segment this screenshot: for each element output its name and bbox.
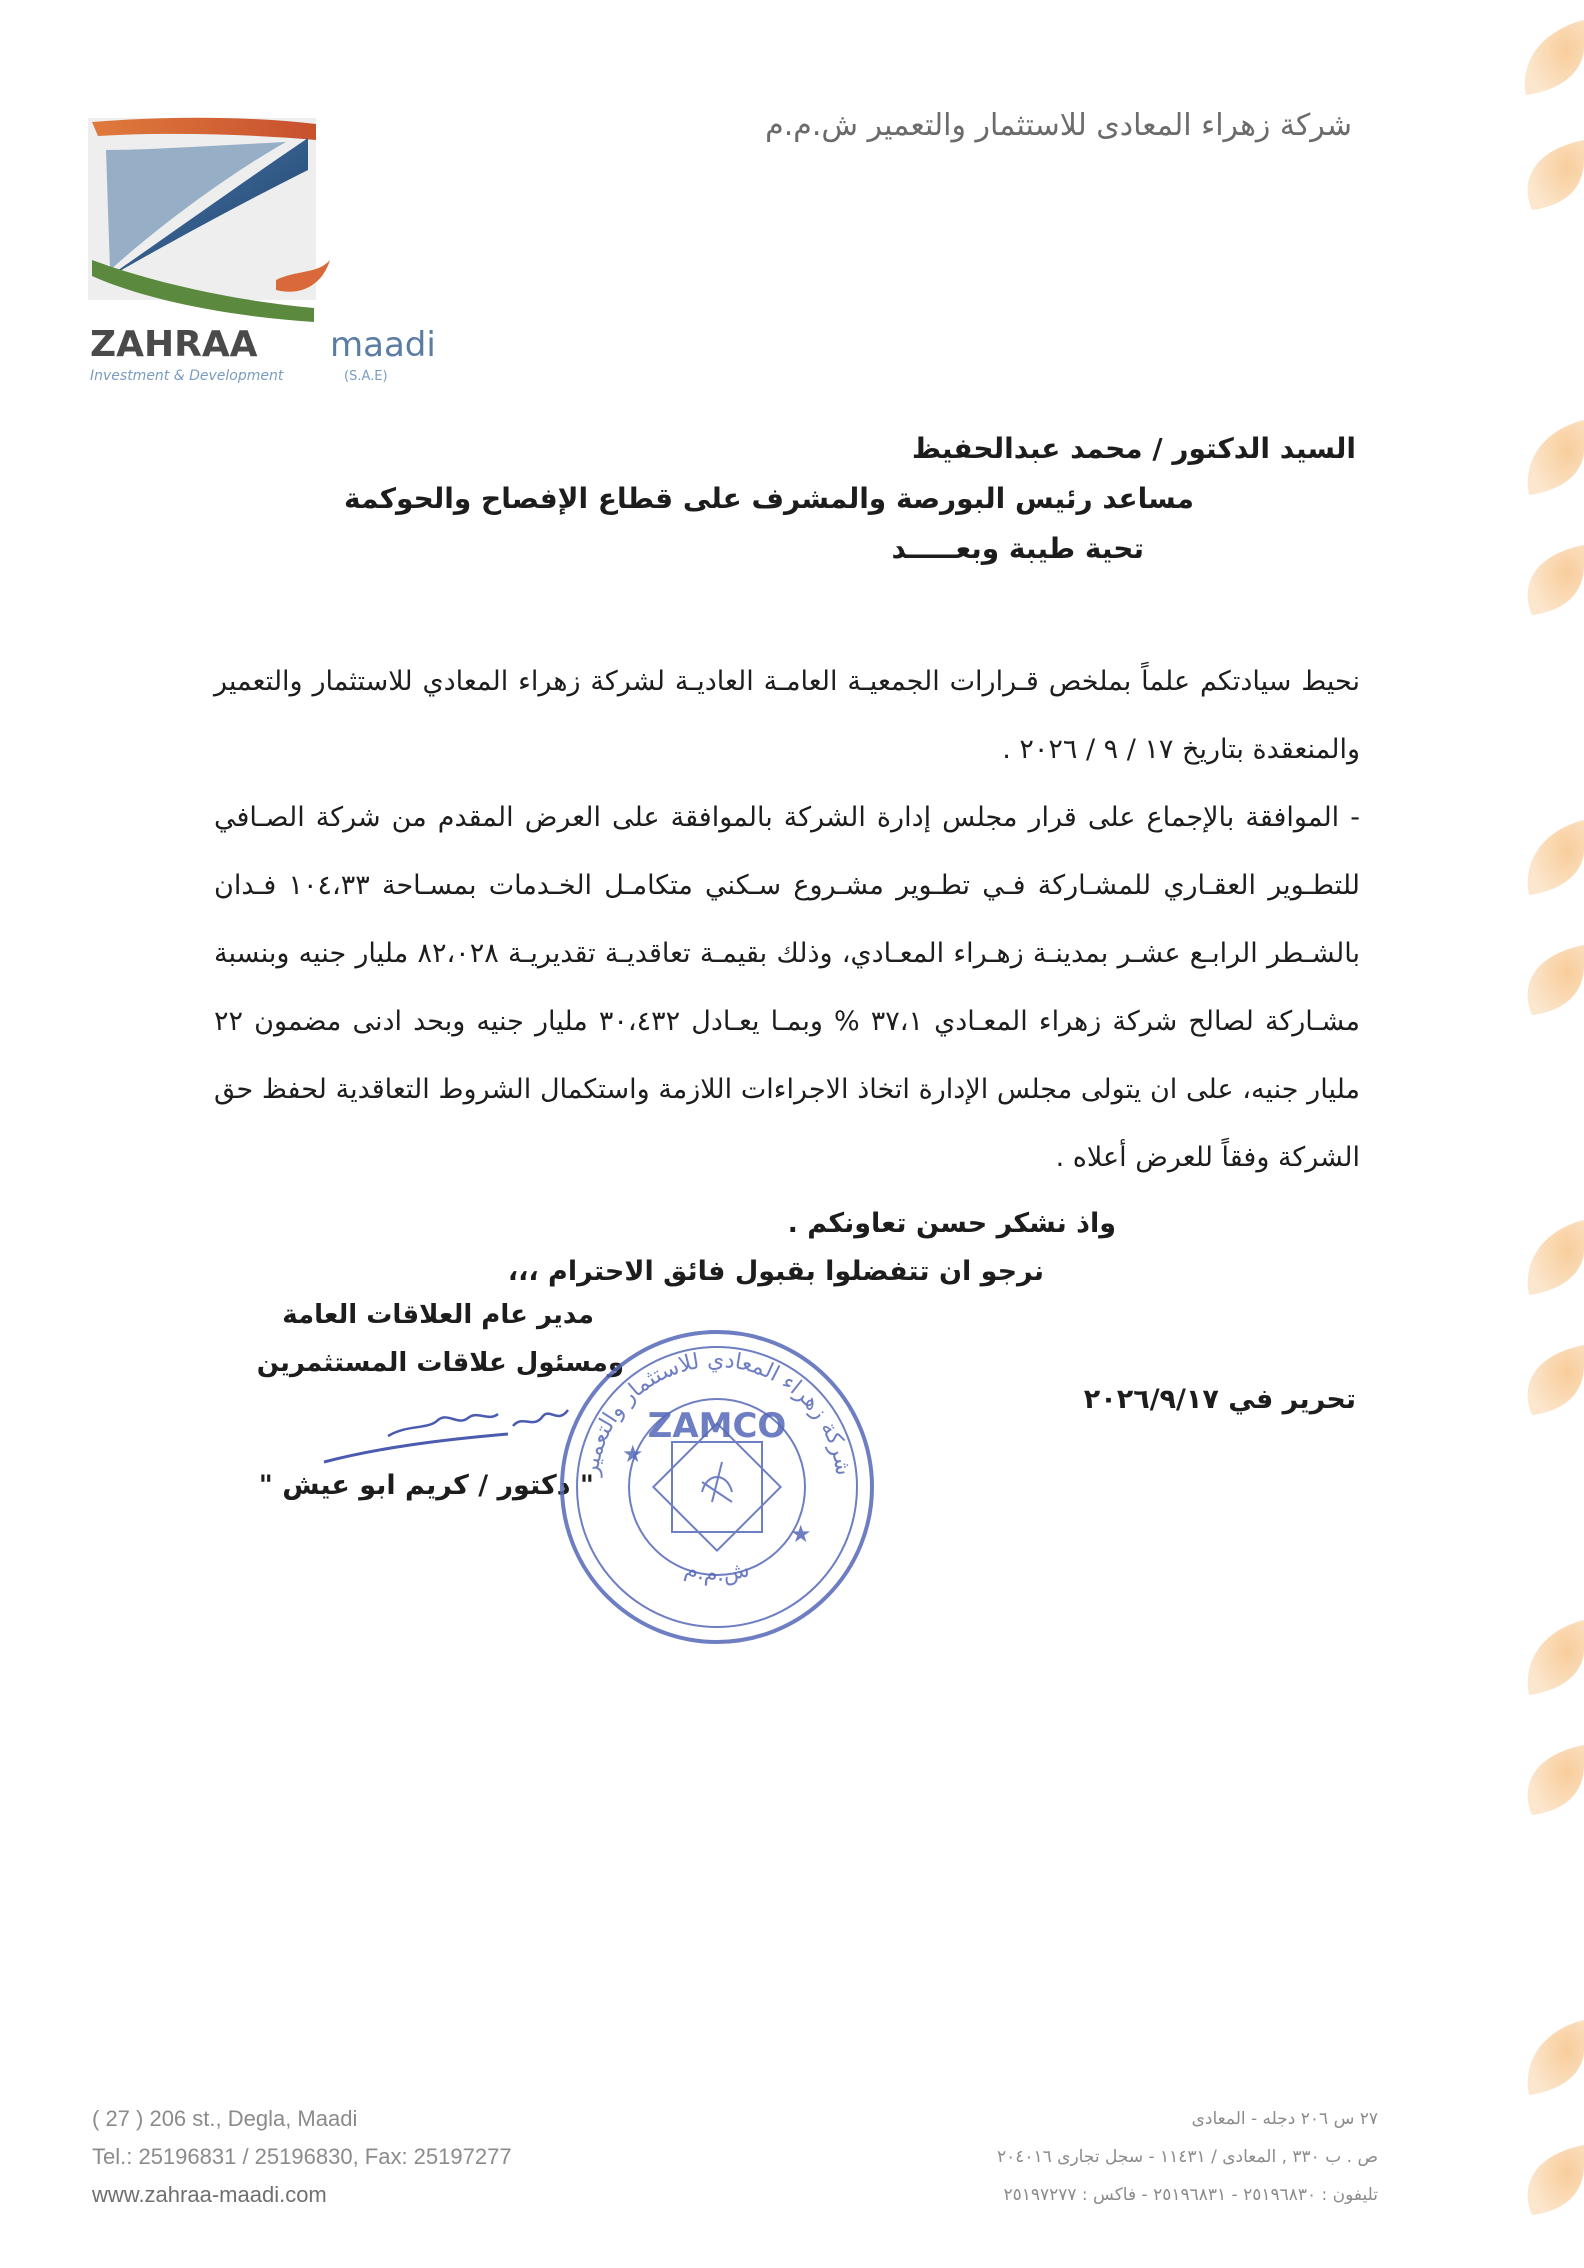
stamp-zamco-text: ZAMCO xyxy=(647,1406,787,1446)
recipient-title: مساعد رئيس البورصة والمشرف على قطاع الإفصاح والحوكمة xyxy=(344,482,1194,515)
body-intro: نحيط سيادتكم علماً بملخص قـرارات الجمعيـة العامـة العاديـة لشركة زهراء المعادي للاستثمار والتعمير والمنعقدة بتاريخ ١٧ / ٩ / ٢٠٢٦ . xyxy=(214,666,1360,765)
body-decision: - الموافقة بالإجماع على قرار مجلس إدارة الشركة بالموافقة على العرض المقدم من شركة الصـافي للتطـوير العقـاري للمشـاركة فـي تطـوير مشـروع سـكني متكامـل الخـدمات بمسـاحة ١٠٤،٣٣ فـدان بالشـطر الرابـع عشـر بمدينـة زهـراء المعـادي، وذلك بقيمـة تعاقديـة تقديريـة ٨٢،٠٢٨ مليار جنيه وبنسبة مشـاركة لصالح شركة زهراء المعـادي ٣٧،١ % وبمـا يعـادل ٣٠،٤٣٢ مليار جنيه وبحد ادنى مضمون ٢٢ مليار جنيه، على ان يتولى مجلس الإدارة اتخاذ الاجراءات اللازمة واستكمال الشروط التعاقدية لحفظ حق الشركة وفقاً للعرض أعلاه . xyxy=(214,802,1360,1173)
footer-phones-ar: تليفون : ٢٥١٩٦٨٣٠ - ٢٥١٩٦٨٣١ - فاكس : ٢٥١٩٧٢٧٧ xyxy=(1003,2185,1378,2205)
petal xyxy=(1528,1345,1584,1415)
footer-english xyxy=(92,2100,512,2214)
petal xyxy=(1528,140,1584,210)
greeting: تحية طيبة وبعـــــد xyxy=(891,532,1144,565)
petal xyxy=(1525,20,1584,95)
decorative-petals xyxy=(1474,0,1584,2268)
letter-body xyxy=(214,648,1360,1192)
petal xyxy=(1528,420,1584,495)
petal xyxy=(1528,820,1584,895)
footer-pobox-ar: ص . ب ٣٣٠ , المعادى / ١١٤٣١ - سجل تجارى ٢٠٤٠١٦ xyxy=(996,2147,1378,2167)
petal xyxy=(1528,1620,1584,1695)
svg-text:شركة زهراء المعادي للاستثمار و: شركة زهراء المعادي للاستثمار والتعمير xyxy=(578,1347,856,1478)
petal xyxy=(1528,2145,1584,2215)
petal xyxy=(1528,945,1584,1015)
svg-text:★: ★ xyxy=(790,1520,812,1548)
footer-address-en: ( 27 ) 206 st., Degla, Maadi xyxy=(92,2106,358,2131)
closing-regards: نرجو ان تتفضلوا بقبول فائق الاحترام ،،، xyxy=(507,1256,1044,1287)
closing-thanks: واذ نشكر حسن تعاونكم . xyxy=(787,1208,1116,1239)
logo-sub-text: maadi xyxy=(330,325,436,365)
footer-arabic xyxy=(997,2100,1378,2214)
logo-tagline: Investment & Development xyxy=(90,368,284,384)
issue-date: تحرير في ٢٠٢٦/٩/١٧ xyxy=(1083,1384,1356,1415)
company-stamp xyxy=(552,1322,882,1652)
petal xyxy=(1528,1220,1584,1295)
recipient-name: السيد الدكتور / محمد عبدالحفيظ xyxy=(911,432,1356,465)
footer-phones-en: Tel.: 25196831 / 25196830, Fax: 25197277 xyxy=(92,2144,512,2169)
company-logo xyxy=(86,110,456,392)
petal xyxy=(1528,545,1584,615)
svg-text:ش.م.م: ش.م.م xyxy=(681,1556,752,1588)
petal xyxy=(1528,2020,1584,2095)
logo-sae: (S.A.E) xyxy=(344,369,388,384)
signatory-title-2: ومسئول علاقات المستثمرين xyxy=(256,1348,624,1378)
footer-address-ar: ٢٧ س ٢٠٦ دجله - المعادى xyxy=(1191,2109,1378,2129)
signatory-name: " دكتور / كريم ابو عيش " xyxy=(258,1470,594,1501)
petal xyxy=(1528,1745,1584,1815)
company-name-header: شركة زهراء المعادى للاستثمار والتعمير ش.م.م xyxy=(765,108,1352,143)
footer-website[interactable]: www.zahraa-maadi.com xyxy=(92,2182,327,2207)
signatory-title-1: مدير عام العلاقات العامة xyxy=(282,1300,594,1330)
svg-text:★: ★ xyxy=(622,1440,644,1468)
logo-brand-text: ZAHRAA xyxy=(90,324,258,365)
